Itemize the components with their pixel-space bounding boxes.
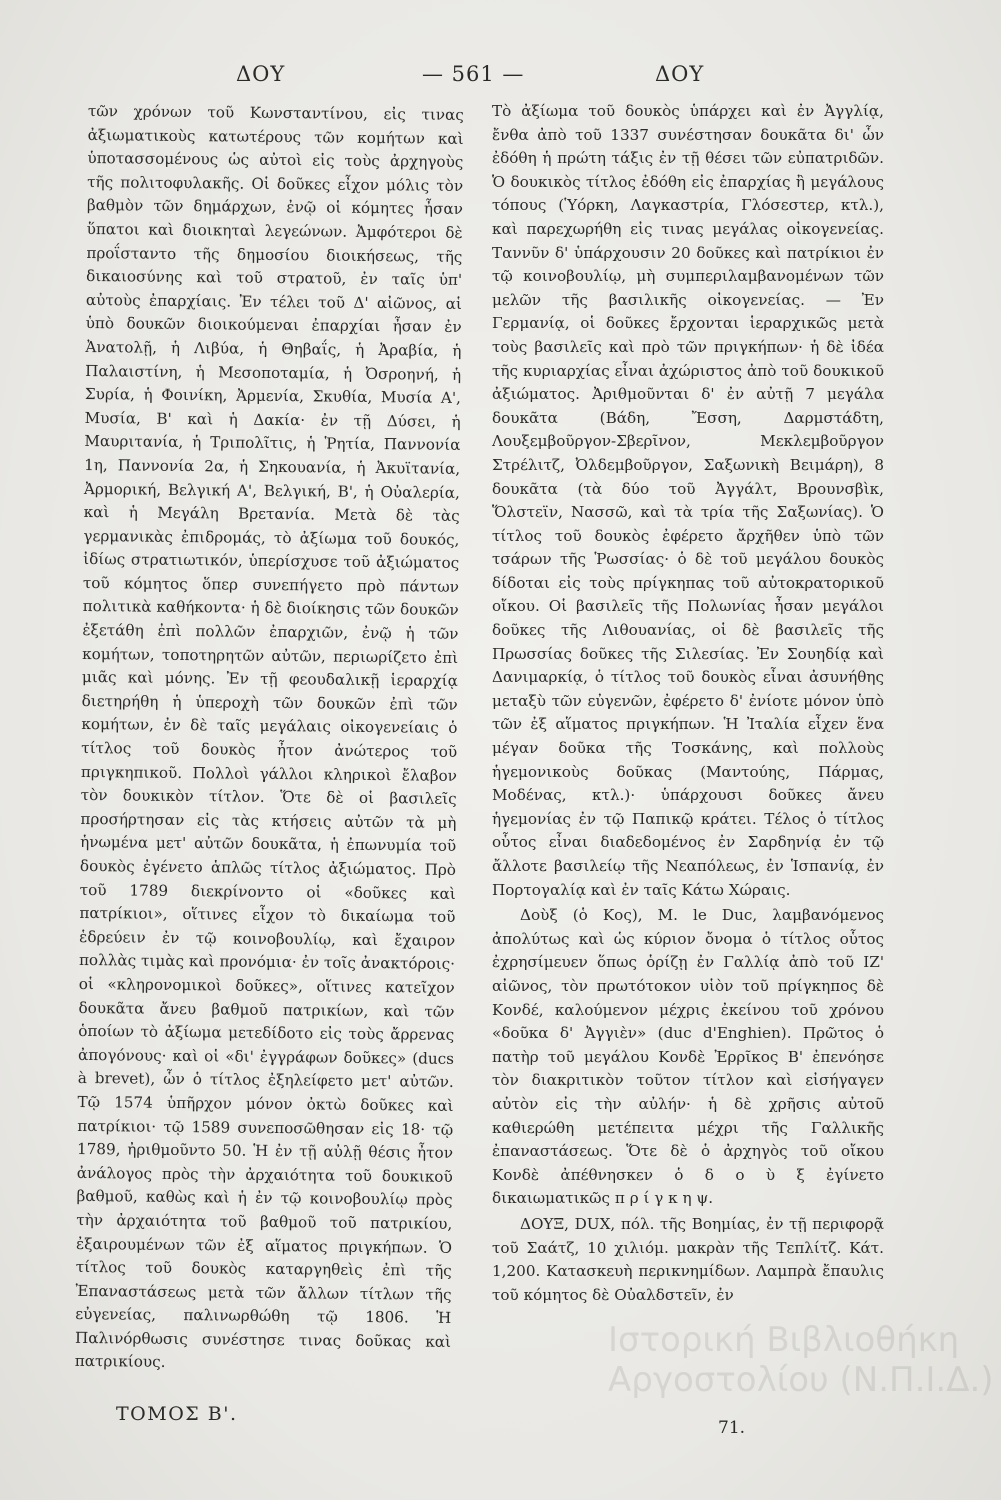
watermark-line-1: Ιστορική Βιβλιοθήκη — [608, 1320, 960, 1360]
header-left-keyword: ΔΟΥ — [236, 62, 286, 86]
signature-mark: 71. — [718, 1418, 746, 1438]
running-header — [0, 62, 1001, 98]
page-number: — 561 — — [422, 62, 525, 86]
right-column-paragraph: Τὸ ἀξίωμα τοῦ δουκὸς ὑπάρχει καὶ ἐν Ἀγγλίᾳ, ἔνθα ἀπὸ τοῦ 1337 συνέστησαν δουκᾶτα δι' ὧν ἐδόθη ἡ πρώτη τάξις ἐν τῇ θέσει τῶν εὐπατριδῶν. Ὁ δουκικὸς τίτλος ἐδόθη εἰς ἐπαρχίας ἢ μεγάλους τόπους (Ὑόρκη, Λαγκαστρία, Γλόσεστερ, κτλ.), καὶ παρεχωρήθη εἰς τινας μεγάλας οἰκογενείας. Ταννῦν δ' ὑπάρχουσιν 20 δοῦκες καὶ πατρίκιοι ἐν τῷ κοινοβουλίῳ, μὴ συμπεριλαμβανομένων τῶν μελῶν τῆς βασιλικῆς οἰκογενείας. — Ἐν Γερμανίᾳ, οἱ δοῦκες ἔρχονται ἱεραρχικῶς μετὰ τοὺς βασιλεῖς καὶ πρὸ τῶν πριγκήπων· ἡ δὲ ἰδέα τῆς κυριαρχίας εἶναι ἀχώριστος ἀπὸ τοῦ δουκικοῦ ἀξιώματος. Ἀριθμοῦνται δ' ἐν αὐτῇ 7 μεγάλα δουκᾶτα (Βάδη, Ἔσση, Δαρμστάδτη, Λουξεμβοῦργον-Σβερῖνον, Μεκλεμβοῦργον Στρέλιτζ, Ὀλδεμβοῦργον, Σαξωνικὴ Βειμάρη), 8 δουκᾶτα (τὰ δύο τοῦ Ἀγγάλτ, Βρουνσβὶκ, Ὅλστεϊν, Νασσῶ, καὶ τὰ τρία τῆς Σαξωνίας). Ὁ τίτλος τοῦ δουκὸς ἐφέρετο ἄρχῆθεν ὑπὸ τῶν τσάρων τῆς Ῥωσσίας· ὁ δὲ τοῦ μεγάλου δουκὸς δίδοται εἰς τοὺς πρίγκηπας τοῦ αὐτοκρατορικοῦ οἴκου. Οἱ βασιλεῖς τῆς Πολωνίας ἦσαν μεγάλοι δοῦκες τῆς Λιθουανίας, οἱ δὲ βασιλεῖς τῆς Πρωσσίας δοῦκες τῆς Σιλεσίας. Ἐν Σουηδίᾳ καὶ Δανιμαρκίᾳ, ὁ τίτλος τοῦ δουκὸς εἶναι ἀσυνήθης μεταξὺ τῶν εὐγενῶν, ἐφέρετο δ' ἐνίοτε μόνον ὑπὸ τῶν ἐξ αἵματος πριγκήπων. Ἡ Ἰταλία εἶχεν ἕνα μέγαν δοῦκα τῆς Τοσκάνης, καὶ πολλοὺς ἡγεμονικοὺς δοῦκας (Μαντούης, Πάρμας, Μοδένας, κτλ.)· ὑπάρχουσι δοῦκες ἄνευ ἡγεμονίας ἐν τῷ Παπικῷ κράτει. Τέλος ὁ τίτλος οὗτος εἶναι διαδεδομένος ἐν Σαρδηνίᾳ ἐν τῷ ἄλλοτε βασιλείῳ τῆς Νεαπόλεως, ἐν Ἱσπανίᾳ, ἐν Πορτογαλίᾳ καὶ ἐν ταῖς Κάτω Χώραις. — [492, 102, 884, 899]
left-column — [75, 100, 464, 1378]
left-column-paragraph: τῶν χρόνων τοῦ Κωνσταντίνου, εἰς τινας ἀξιωματικοὺς κατωτέρους τῶν κομήτων καὶ ὑποτασσομένους ὡς αὐτοὶ εἰς τοὺς ἀρχηγοὺς τῆς πολιτοφυλακῆς. Οἱ δοῦκες εἶχον μόλις τὸν βαθμὸν τῶν δημάρχων, ἐνῷ οἱ κόμητες ἦσαν ὕπατοι καὶ διοικηταὶ λεγεώνων. Ἀμφότεροι δὲ προΐσταντο τῆς δημοσίου διοικήσεως, τῆς δικαιοσύνης καὶ τοῦ στρατοῦ, ἐν ταῖς ὑπ' αὐτοὺς ἐπαρχίαις. Ἐν τέλει τοῦ Δ' αἰῶνος, αἱ ὑπὸ δουκῶν διοικούμεναι ἐπαρχίαι ἦσαν ἐν Ἀνατολῇ, ἡ Λιβύα, ἡ Θηβαΐς, ἡ Ἀραβία, ἡ Παλαιστίνη, ἡ Μεσοποταμία, ἡ Ὀσροηνή, ἡ Συρία, ἡ Φοινίκη, Ἀρμενία, Σκυθία, Μυσία Α', Μυσία, Β' καὶ ἡ Δακία· ἐν τῇ Δύσει, ἡ Μαυριτανία, ἡ Τριπολῖτις, ἡ Ῥητία, Παννονία 1η, Παννονία 2α, ἡ Σηκουανία, ἡ Ἀκυϊτανία, Ἀρμορική, Βελγική Α', Βελγική, Β', ἡ Οὐαλερία, καὶ ἡ Μεγάλη Βρετανία. Μετὰ δὲ τὰς γερμανικὰς ἐπιδρομάς, τὸ ἀξίωμα τοῦ δουκός, ἰδίως στρατιωτικόν, ὑπερίσχυσε τοῦ ἀξιώματος τοῦ κόμητος ὅπερ συνεπήγετο πρὸ πάντων πολιτικὰ καθήκοντα· ἡ δὲ διοίκησις τῶν δουκῶν ἐξετάθη ἐπὶ πολλῶν ἐπαρχιῶν, ἐνῷ ἡ τῶν κομήτων, τοποτηρητῶν αὐτῶν, περιωρίζετο ἐπὶ μιᾶς καὶ μόνης. Ἐν τῇ φεουδαλικῇ ἱεραρχίᾳ διετηρήθη ἡ ὑπεροχὴ τῶν δουκῶν ἐπὶ τῶν κομήτων, ἐν δὲ ταῖς μεγάλαις οἰκογενείαις ὁ τίτλος τοῦ δουκὸς ἦτον ἀνώτερος τοῦ πριγκηπικοῦ. Πολλοὶ γάλλοι κληρικοὶ ἔλαβον τὸν δουκικὸν τίτλον. Ὅτε δὲ οἱ βασιλεῖς προσήρτησαν εἰς τὰς κτήσεις αὐτῶν τὰ μὴ ἡνωμένα μετ' αὐτῶν δουκᾶτα, ἡ ἐπωνυμία τοῦ δουκὸς ἐγένετο ἁπλῶς τίτλος ἀξιώματος. Πρὸ τοῦ 1789 διεκρίνοντο οἱ «δοῦκες καὶ πατρίκιοι», οἵτινες εἶχον τὸ δικαίωμα τοῦ ἑδρεύειν ἐν τῷ κοινοβουλίῳ, καὶ ἔχαιρον πολλὰς τιμὰς καὶ προνόμια· ἐν τοῖς ἀνακτόροις· οἱ «κληρονομικοὶ δοῦκες», οἵτινες κατεῖχον δουκᾶτα ἄνευ βαθμοῦ πατρικίων, καὶ τῶν ὁποίων τὸ ἀξίωμα μετεδίδοτο εἰς τοὺς ἄρρενας ἀπογόνους· καὶ οἱ «δι' ἐγγράφων δοῦκες» (ducs à brevet), ὧν ὁ τίτλος ἐξηλείφετο μετ' αὐτῶν. Τῷ 1574 ὑπῆρχον μόνον ὀκτὼ δοῦκες καὶ πατρίκιοι· τῷ 1589 συνεποσῶθησαν εἰς 18· τῷ 1789, ἠριθμοῦντο 50. Ἡ ἐν τῇ αὐλῇ θέσις ἦτον ἀνάλογος πρὸς τὴν ἀρχαιότητα τοῦ δουκικοῦ βαθμοῦ, καθὼς καὶ ἡ ἐν τῷ κοινοβουλίῳ πρὸς τὴν ἀρχαιότητα τοῦ βαθμοῦ τοῦ πατρικίου, ἐξαιρουμένων τῶν ἐξ αἵματος πριγκήπων. Ὁ τίτλος τοῦ δουκὸς καταργηθεὶς ἐπὶ τῆς Ἐπαναστάσεως μετὰ τῶν ἄλλων τίτλων τῆς εὐγενείας, παλινωρθώθη τῷ 1806. Ἡ Παλινόρθωσις συνέστησε τινας δοῦκας καὶ πατρικίους. — [74, 101, 464, 1372]
library-watermark — [608, 1320, 994, 1400]
right-column — [492, 100, 884, 1307]
entry-dux-city: ΔΟΥΞ, DUX, πόλ. τῆς Βοημίας, ἐν τῇ περιφορᾷ τοῦ Σαάτζ, 10 χιλιόμ. μακρὰν τῆς Τεπλίτζ. Κάτ. 1,200. Κατασκευὴ περικνημίδων. Λαμπρὰ ἔπαυλις τοῦ κόμητος δὲ Οὐαλδστεῖν, ἐν — [492, 1214, 884, 1304]
watermark-line-2: Αργοστολίου (Ν.Π.Ι.Δ.) — [608, 1360, 994, 1400]
volume-label: ΤΟΜΟΣ Β'. — [116, 1403, 238, 1425]
entry-doux-title: Δοὺξ (ὁ Κος), M. le Duc, λαμβανόμενος ἀπολύτως καὶ ὡς κύριον ὄνομα ὁ τίτλος οὗτος ἐχρησίμευεν ὅπως ὁρίζῃ ἐν Γαλλίᾳ ἀπὸ τοῦ ΙΖ' αἰῶνος, τὸν πρωτότοκον υἱὸν τοῦ πρίγκηπος δὲ Κονδέ, καλούμενον μέχρις ἐκείνου τοῦ χρόνου «δοῦκα δ' Ἀγγιὲν» (duc d'Enghien). Πρῶτος ὁ πατὴρ τοῦ μεγάλου Κονδὲ Ἐρρῖκος Β' ἐπενόησε τὸν διακριτικὸν τοῦτον τίτλον καὶ εἰσήγαγεν αὐτὸν εἰς τὴν αὐλήν· ἡ δὲ χρῆσις αὐτοῦ καθιερώθη μετέπειτα μέχρι τῆς Γαλλικῆς ἐπαναστάσεως. Ὅτε δὲ ὁ ἀρχηγὸς τοῦ οἴκου Κονδὲ ἀπέθνησκεν ὁ δ ο ὺ ξ ἐγίνετο δικαιωματικῶς π ρ ί γ κ η ψ. — [492, 906, 884, 1208]
header-right-keyword: ΔΟΥ — [655, 62, 705, 86]
